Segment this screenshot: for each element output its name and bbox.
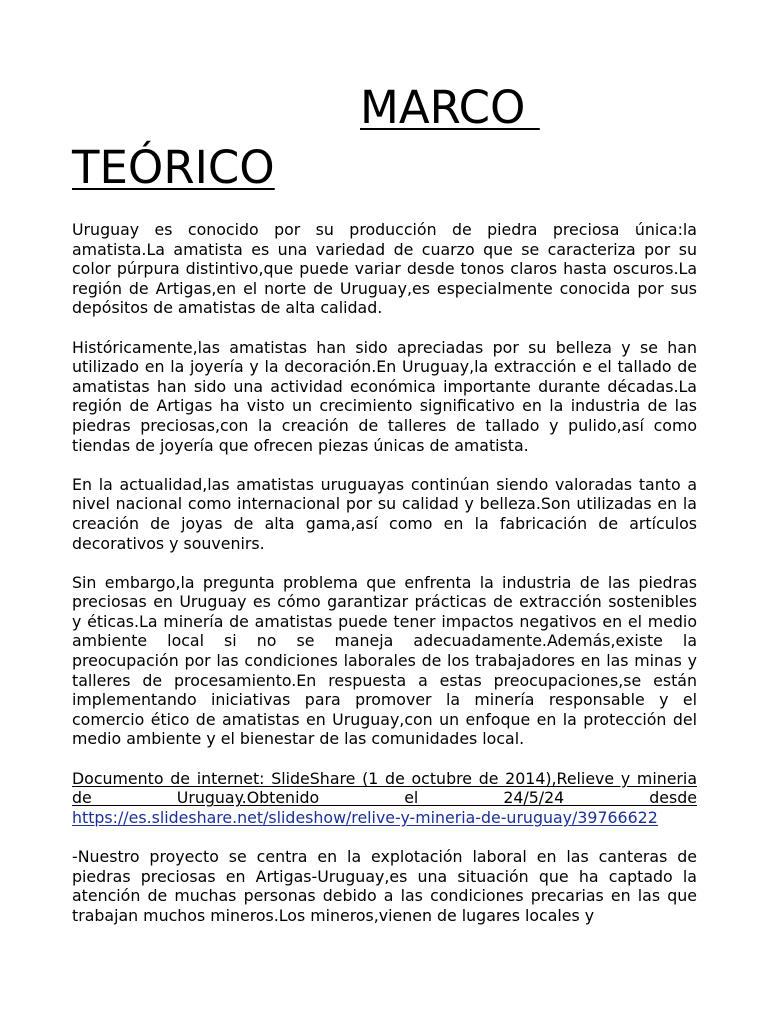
reference-citation (72, 769, 697, 828)
title-line-2-wrap (72, 138, 697, 198)
paragraph-intro: Uruguay es conocido por su producción de piedra preciosa única:la amatista.La amatista es una variedad de cuarzo que se caracteriza por su color púrpura distintivo,que puede variar desde tonos claros hasta oscuros.La región de Artigas,en el norte de Uruguay,es especialmente conocida por sus depósitos de amatistas de alta calidad. (72, 220, 697, 318)
paragraph-history: Históricamente,las amatistas han sido apreciadas por su belleza y se han utilizado en la joyería y la decoración.En Uruguay,la extracción e el tallado de amatistas han sido una actividad económica importante durante décadas.La región de Artigas ha visto un crecimiento significativo en la industria de las piedras preciosas,con la creación de talleres de tallado y pulido,así como tiendas de joyería que ofrecen piezas únicas de amatista. (72, 337, 697, 455)
document-page (72, 78, 697, 945)
reference-link[interactable]: https://es.slideshare.net/slideshow/relive-y-mineria-de-uruguay/39766622 (72, 807, 658, 827)
title-line-1: MARCO (360, 81, 540, 134)
title-line-1-wrap (72, 78, 697, 138)
title-line-2: TEÓRICO (72, 141, 275, 194)
paragraph-problem: Sin embargo,la pregunta problema que enfrenta la industria de las piedras preciosas en Uruguay es cómo garantizar prácticas de extracción sostenibles y éticas.La minería de amatistas puede tener impactos negativos en el medio ambiente local si no se maneja adecuadamente.Además,existe la preocupación por las condiciones laborales de los trabajadores en las minas y talleres de procesamiento.En respuesta a estas preocupaciones,se están implementando iniciativas para promover la minería responsable y el comercio ético de amatistas en Uruguay,con un enfoque en la protección del medio ambiente y el bienestar de las comunidades local. (72, 572, 697, 749)
paragraph-project: -Nuestro proyecto se centra en la explotación laboral en las canteras de piedras preciosas en Artigas-Uruguay,es una situación que ha captado la atención de muchas personas debido a las condiciones precarias en las que trabajan muchos mineros.Los mineros,vienen de lugares locales y (72, 847, 697, 925)
page-title (72, 78, 697, 198)
reference-text: Documento de internet: SlideShare (1 de octubre de 2014),Relieve y mineria de Uruguay.Obtenido el 24/5/24 desde (72, 768, 697, 808)
paragraph-present: En la actualidad,las amatistas uruguayas continúan siendo valoradas tanto a nivel nacional como internacional por su calidad y belleza.Son utilizadas en la creación de joyas de alta gama,así como en la fabricación de artículos decorativos y souvenirs. (72, 474, 697, 553)
